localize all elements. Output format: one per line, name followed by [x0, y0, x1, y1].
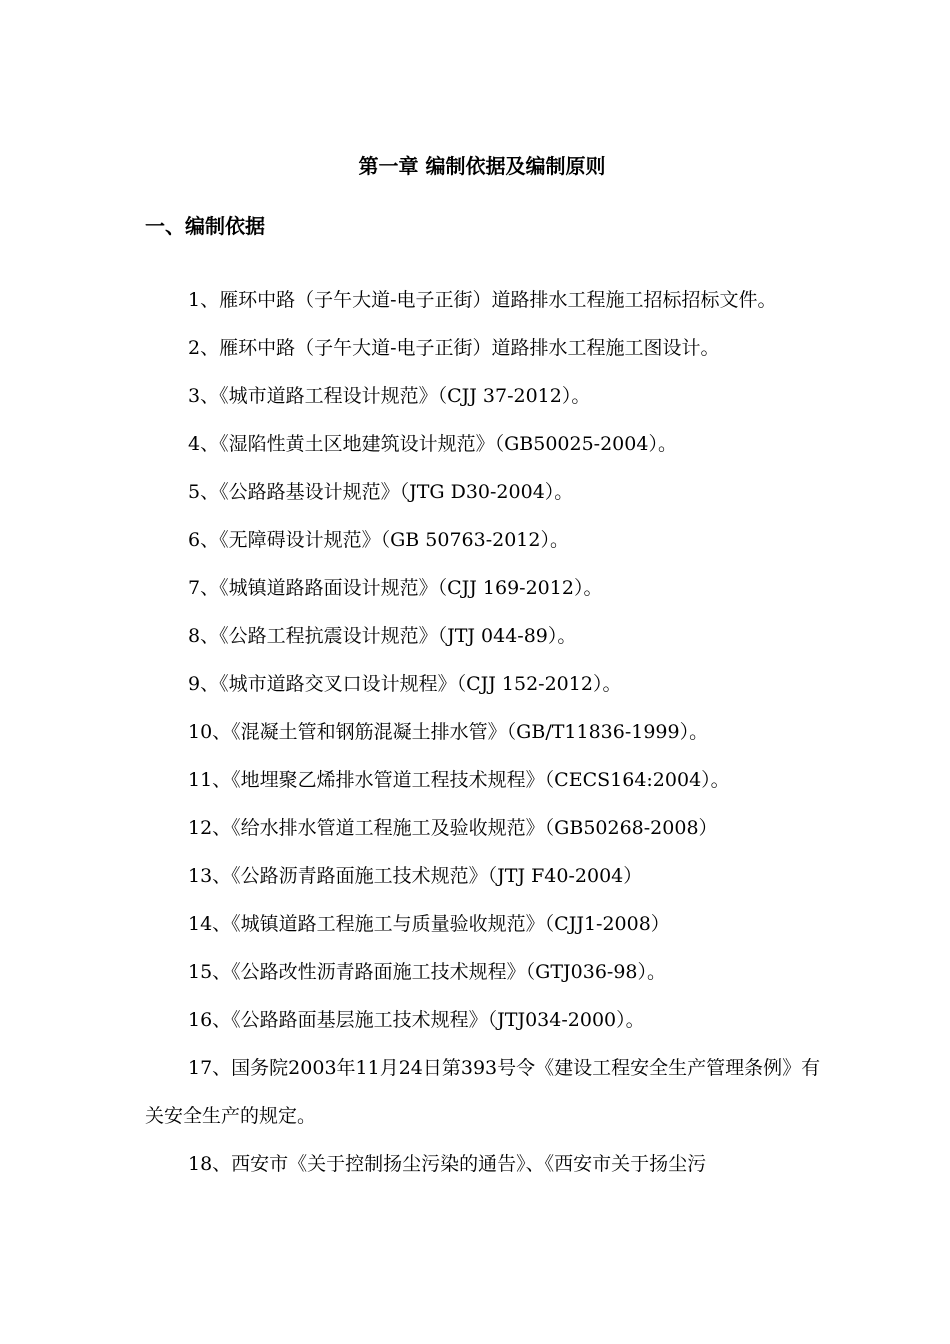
list-item — [145, 1044, 825, 1140]
list-item-text: 6、《无障碍设计规范》（GB 50763-2012）。 — [188, 529, 569, 551]
list-item-text: 5、《公路路基设计规范》（JTG D30-2004）。 — [188, 481, 574, 503]
list-item-text: 13、《公路沥青路面施工技术规范》（JTJ F40-2004） — [188, 865, 643, 887]
list-item-text: 1、雁环中路（子午大道-电子正街）道路排水工程施工招标招标文件。 — [188, 289, 777, 311]
list-item-text: 15、《公路改性沥青路面施工技术规程》（GTJ036-98）。 — [188, 961, 667, 983]
list-item-text: 9、《城市道路交叉口设计规程》（CJJ 152-2012）。 — [188, 673, 622, 695]
list-item — [145, 372, 825, 420]
list-item-text: 8、《公路工程抗震设计规范》（JTJ 044-89）。 — [188, 625, 577, 647]
list-item — [145, 996, 825, 1044]
list-item-text: 17、国务院2003年11月24日第393号令《建设工程安全生产管理条例》有关安全生产的规定。 — [145, 1057, 821, 1127]
list-item — [145, 660, 825, 708]
list-item-text: 4、《湿陷性黄土区地建筑设计规范》（GB50025-2004）。 — [188, 433, 677, 455]
list-item-text: 7、《城镇道路路面设计规范》（CJJ 169-2012）。 — [188, 577, 603, 599]
list-item-text: 16、《公路路面基层施工技术规程》（JTJ034-2000）。 — [188, 1009, 645, 1031]
list-item-text: 3、《城市道路工程设计规范》（CJJ 37-2012）。 — [188, 385, 591, 407]
list-item — [145, 612, 825, 660]
list-item — [145, 852, 825, 900]
basis-list — [145, 276, 825, 1188]
list-item — [145, 468, 825, 516]
list-item-text: 12、《给水排水管道工程施工及验收规范》（GB50268-2008） — [188, 817, 718, 839]
list-item — [145, 276, 825, 324]
list-item-text: 14、《城镇道路工程施工与质量验收规范》（CJJ1-2008） — [188, 913, 670, 935]
list-item — [145, 324, 825, 372]
list-item — [145, 420, 825, 468]
list-item — [145, 804, 825, 852]
list-item — [145, 900, 825, 948]
section-heading: 一、编制依据 — [145, 214, 265, 238]
list-item — [145, 564, 825, 612]
list-item-text: 18、西安市《关于控制扬尘污染的通告》、《西安市关于扬尘污 — [188, 1153, 707, 1175]
chapter-title: 第一章 编制依据及编制原则 — [358, 154, 606, 178]
list-item — [145, 708, 825, 756]
list-item — [145, 516, 825, 564]
list-item — [145, 948, 825, 996]
list-item-text: 2、雁环中路（子午大道-电子正街）道路排水工程施工图设计。 — [188, 337, 720, 359]
list-item — [145, 756, 825, 804]
list-item-text: 11、《地埋聚乙烯排水管道工程技术规程》（CECS164:2004）。 — [188, 769, 730, 791]
list-item-text: 10、《混凝土管和钢筋混凝土排水管》（GB/T11836-1999）。 — [188, 721, 709, 743]
list-item — [145, 1140, 825, 1188]
